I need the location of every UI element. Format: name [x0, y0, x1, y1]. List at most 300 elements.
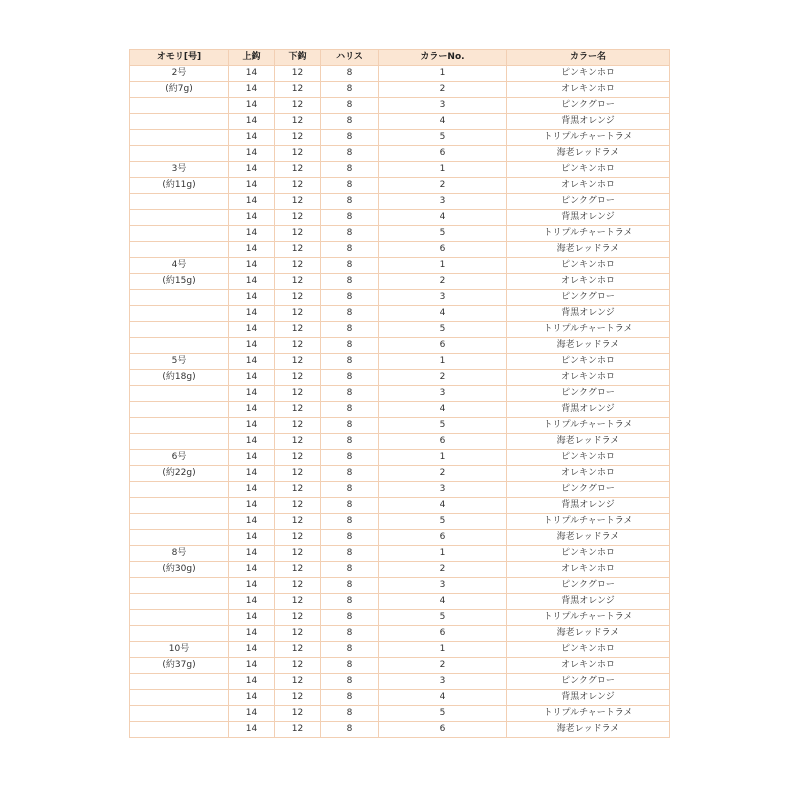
- table-row: [130, 258, 670, 274]
- weight-number: 8号: [130, 546, 229, 562]
- harisu-cell: 8: [321, 530, 379, 546]
- harisu-cell: 8: [321, 546, 379, 562]
- table-row: [130, 530, 670, 546]
- weight-cell-empty: [130, 674, 229, 690]
- color-no-cell: 2: [379, 274, 507, 290]
- header-color-no: カラーNo.: [379, 50, 507, 66]
- table-row: [130, 354, 670, 370]
- lower-hook-cell: 12: [275, 498, 321, 514]
- upper-hook-cell: 14: [229, 130, 275, 146]
- color-no-cell: 2: [379, 82, 507, 98]
- lower-hook-cell: 12: [275, 418, 321, 434]
- weight-cell-empty: [130, 322, 229, 338]
- harisu-cell: 8: [321, 562, 379, 578]
- harisu-cell: 8: [321, 242, 379, 258]
- table-row: [130, 562, 670, 578]
- weight-cell-empty: [130, 306, 229, 322]
- upper-hook-cell: 14: [229, 226, 275, 242]
- color-name-cell: 海老レッドラメ: [507, 434, 670, 450]
- table-row: [130, 594, 670, 610]
- lower-hook-cell: 12: [275, 642, 321, 658]
- harisu-cell: 8: [321, 706, 379, 722]
- lower-hook-cell: 12: [275, 130, 321, 146]
- table-body: [130, 66, 670, 738]
- weight-number: 6号: [130, 450, 229, 466]
- color-no-cell: 4: [379, 594, 507, 610]
- color-name-cell: トリプルチャートラメ: [507, 226, 670, 242]
- color-no-cell: 2: [379, 178, 507, 194]
- table-row: [130, 706, 670, 722]
- weight-grams: (約22g): [130, 466, 229, 482]
- color-no-cell: 5: [379, 610, 507, 626]
- upper-hook-cell: 14: [229, 514, 275, 530]
- color-name-cell: トリプルチャートラメ: [507, 610, 670, 626]
- lower-hook-cell: 12: [275, 562, 321, 578]
- table-row: [130, 290, 670, 306]
- lower-hook-cell: 12: [275, 466, 321, 482]
- color-no-cell: 2: [379, 562, 507, 578]
- color-name-cell: オレキンホロ: [507, 466, 670, 482]
- color-no-cell: 3: [379, 290, 507, 306]
- weight-cell-empty: [130, 722, 229, 738]
- lower-hook-cell: 12: [275, 658, 321, 674]
- color-name-cell: オレキンホロ: [507, 274, 670, 290]
- upper-hook-cell: 14: [229, 386, 275, 402]
- harisu-cell: 8: [321, 594, 379, 610]
- color-name-cell: オレキンホロ: [507, 82, 670, 98]
- upper-hook-cell: 14: [229, 162, 275, 178]
- table-row: [130, 226, 670, 242]
- upper-hook-cell: 14: [229, 482, 275, 498]
- upper-hook-cell: 14: [229, 354, 275, 370]
- color-no-cell: 6: [379, 626, 507, 642]
- weight-cell-empty: [130, 194, 229, 210]
- upper-hook-cell: 14: [229, 210, 275, 226]
- table-row: [130, 114, 670, 130]
- color-no-cell: 4: [379, 402, 507, 418]
- upper-hook-cell: 14: [229, 66, 275, 82]
- color-name-cell: 海老レッドラメ: [507, 242, 670, 258]
- color-name-cell: ピンクグロー: [507, 386, 670, 402]
- harisu-cell: 8: [321, 162, 379, 178]
- harisu-cell: 8: [321, 146, 379, 162]
- upper-hook-cell: 14: [229, 466, 275, 482]
- harisu-cell: 8: [321, 450, 379, 466]
- harisu-cell: 8: [321, 274, 379, 290]
- harisu-cell: 8: [321, 66, 379, 82]
- color-no-cell: 1: [379, 162, 507, 178]
- lower-hook-cell: 12: [275, 162, 321, 178]
- weight-number: 3号: [130, 162, 229, 178]
- color-name-cell: 背黒オレンジ: [507, 690, 670, 706]
- lower-hook-cell: 12: [275, 290, 321, 306]
- harisu-cell: 8: [321, 178, 379, 194]
- lower-hook-cell: 12: [275, 370, 321, 386]
- weight-cell-empty: [130, 290, 229, 306]
- color-name-cell: ピンクグロー: [507, 482, 670, 498]
- color-name-cell: トリプルチャートラメ: [507, 130, 670, 146]
- table-row: [130, 338, 670, 354]
- lower-hook-cell: 12: [275, 482, 321, 498]
- harisu-cell: 8: [321, 338, 379, 354]
- lower-hook-cell: 12: [275, 690, 321, 706]
- color-no-cell: 6: [379, 434, 507, 450]
- upper-hook-cell: 14: [229, 338, 275, 354]
- lower-hook-cell: 12: [275, 226, 321, 242]
- upper-hook-cell: 14: [229, 674, 275, 690]
- upper-hook-cell: 14: [229, 434, 275, 450]
- color-name-cell: 背黒オレンジ: [507, 210, 670, 226]
- color-no-cell: 3: [379, 98, 507, 114]
- table-row: [130, 610, 670, 626]
- weight-cell-empty: [130, 530, 229, 546]
- weight-cell-empty: [130, 434, 229, 450]
- color-no-cell: 2: [379, 370, 507, 386]
- color-name-cell: ピンキンホロ: [507, 258, 670, 274]
- lower-hook-cell: 12: [275, 722, 321, 738]
- color-name-cell: ピンキンホロ: [507, 162, 670, 178]
- upper-hook-cell: 14: [229, 722, 275, 738]
- weight-grams: (約30g): [130, 562, 229, 578]
- upper-hook-cell: 14: [229, 370, 275, 386]
- spec-table: [129, 49, 670, 738]
- header-row: [130, 50, 670, 66]
- weight-grams: (約15g): [130, 274, 229, 290]
- weight-cell-empty: [130, 210, 229, 226]
- upper-hook-cell: 14: [229, 306, 275, 322]
- color-no-cell: 4: [379, 690, 507, 706]
- weight-number: 2号: [130, 66, 229, 82]
- lower-hook-cell: 12: [275, 626, 321, 642]
- table-row: [130, 402, 670, 418]
- weight-grams: (約7g): [130, 82, 229, 98]
- upper-hook-cell: 14: [229, 402, 275, 418]
- color-name-cell: 海老レッドラメ: [507, 530, 670, 546]
- lower-hook-cell: 12: [275, 98, 321, 114]
- weight-cell-empty: [130, 146, 229, 162]
- table-row: [130, 658, 670, 674]
- color-name-cell: オレキンホロ: [507, 370, 670, 386]
- color-name-cell: 背黒オレンジ: [507, 402, 670, 418]
- harisu-cell: 8: [321, 674, 379, 690]
- lower-hook-cell: 12: [275, 178, 321, 194]
- harisu-cell: 8: [321, 210, 379, 226]
- color-no-cell: 5: [379, 418, 507, 434]
- color-no-cell: 3: [379, 194, 507, 210]
- upper-hook-cell: 14: [229, 610, 275, 626]
- header-upper-hook: 上鈎: [229, 50, 275, 66]
- lower-hook-cell: 12: [275, 66, 321, 82]
- table-row: [130, 578, 670, 594]
- header-harisu: ハリス: [321, 50, 379, 66]
- table-row: [130, 242, 670, 258]
- color-name-cell: ピンキンホロ: [507, 546, 670, 562]
- harisu-cell: 8: [321, 722, 379, 738]
- harisu-cell: 8: [321, 290, 379, 306]
- color-name-cell: オレキンホロ: [507, 562, 670, 578]
- upper-hook-cell: 14: [229, 546, 275, 562]
- color-name-cell: ピンクグロー: [507, 578, 670, 594]
- weight-grams: (約18g): [130, 370, 229, 386]
- upper-hook-cell: 14: [229, 530, 275, 546]
- harisu-cell: 8: [321, 194, 379, 210]
- lower-hook-cell: 12: [275, 386, 321, 402]
- color-name-cell: ピンクグロー: [507, 290, 670, 306]
- table-row: [130, 450, 670, 466]
- upper-hook-cell: 14: [229, 658, 275, 674]
- upper-hook-cell: 14: [229, 242, 275, 258]
- harisu-cell: 8: [321, 130, 379, 146]
- weight-cell-empty: [130, 114, 229, 130]
- harisu-cell: 8: [321, 690, 379, 706]
- color-no-cell: 4: [379, 498, 507, 514]
- table-row: [130, 546, 670, 562]
- table-row: [130, 210, 670, 226]
- lower-hook-cell: 12: [275, 434, 321, 450]
- harisu-cell: 8: [321, 642, 379, 658]
- upper-hook-cell: 14: [229, 706, 275, 722]
- upper-hook-cell: 14: [229, 642, 275, 658]
- color-no-cell: 1: [379, 642, 507, 658]
- lower-hook-cell: 12: [275, 194, 321, 210]
- harisu-cell: 8: [321, 498, 379, 514]
- lower-hook-cell: 12: [275, 258, 321, 274]
- upper-hook-cell: 14: [229, 690, 275, 706]
- table-row: [130, 322, 670, 338]
- color-no-cell: 1: [379, 546, 507, 562]
- table-row: [130, 274, 670, 290]
- table-row: [130, 370, 670, 386]
- color-name-cell: 海老レッドラメ: [507, 626, 670, 642]
- weight-cell-empty: [130, 690, 229, 706]
- color-name-cell: トリプルチャートラメ: [507, 514, 670, 530]
- color-name-cell: トリプルチャートラメ: [507, 418, 670, 434]
- color-no-cell: 5: [379, 226, 507, 242]
- color-no-cell: 3: [379, 674, 507, 690]
- color-name-cell: 背黒オレンジ: [507, 114, 670, 130]
- table-row: [130, 642, 670, 658]
- weight-cell-empty: [130, 418, 229, 434]
- header-weight: オモリ[号]: [130, 50, 229, 66]
- color-name-cell: 背黒オレンジ: [507, 306, 670, 322]
- table-row: [130, 690, 670, 706]
- table-row: [130, 194, 670, 210]
- color-name-cell: ピンキンホロ: [507, 450, 670, 466]
- lower-hook-cell: 12: [275, 114, 321, 130]
- color-no-cell: 1: [379, 450, 507, 466]
- lower-hook-cell: 12: [275, 82, 321, 98]
- color-no-cell: 6: [379, 338, 507, 354]
- lower-hook-cell: 12: [275, 354, 321, 370]
- table-row: [130, 418, 670, 434]
- color-name-cell: 海老レッドラメ: [507, 338, 670, 354]
- weight-cell-empty: [130, 402, 229, 418]
- color-name-cell: オレキンホロ: [507, 178, 670, 194]
- upper-hook-cell: 14: [229, 562, 275, 578]
- upper-hook-cell: 14: [229, 194, 275, 210]
- lower-hook-cell: 12: [275, 450, 321, 466]
- color-no-cell: 4: [379, 210, 507, 226]
- weight-grams: (約37g): [130, 658, 229, 674]
- upper-hook-cell: 14: [229, 82, 275, 98]
- color-name-cell: ピンクグロー: [507, 98, 670, 114]
- color-name-cell: ピンキンホロ: [507, 354, 670, 370]
- harisu-cell: 8: [321, 322, 379, 338]
- harisu-cell: 8: [321, 98, 379, 114]
- upper-hook-cell: 14: [229, 418, 275, 434]
- weight-cell-empty: [130, 226, 229, 242]
- color-name-cell: オレキンホロ: [507, 658, 670, 674]
- lower-hook-cell: 12: [275, 706, 321, 722]
- harisu-cell: 8: [321, 434, 379, 450]
- weight-cell-empty: [130, 130, 229, 146]
- weight-cell-empty: [130, 514, 229, 530]
- weight-cell-empty: [130, 706, 229, 722]
- weight-cell-empty: [130, 98, 229, 114]
- color-name-cell: トリプルチャートラメ: [507, 706, 670, 722]
- table-row: [130, 514, 670, 530]
- weight-cell-empty: [130, 498, 229, 514]
- weight-number: 4号: [130, 258, 229, 274]
- color-no-cell: 1: [379, 354, 507, 370]
- table-row: [130, 498, 670, 514]
- color-name-cell: トリプルチャートラメ: [507, 322, 670, 338]
- lower-hook-cell: 12: [275, 242, 321, 258]
- color-name-cell: 背黒オレンジ: [507, 594, 670, 610]
- weight-cell-empty: [130, 626, 229, 642]
- color-name-cell: 背黒オレンジ: [507, 498, 670, 514]
- weight-number: 5号: [130, 354, 229, 370]
- harisu-cell: 8: [321, 514, 379, 530]
- harisu-cell: 8: [321, 82, 379, 98]
- color-no-cell: 1: [379, 258, 507, 274]
- harisu-cell: 8: [321, 306, 379, 322]
- harisu-cell: 8: [321, 226, 379, 242]
- weight-cell-empty: [130, 242, 229, 258]
- upper-hook-cell: 14: [229, 450, 275, 466]
- lower-hook-cell: 12: [275, 546, 321, 562]
- harisu-cell: 8: [321, 386, 379, 402]
- lower-hook-cell: 12: [275, 594, 321, 610]
- color-no-cell: 6: [379, 242, 507, 258]
- lower-hook-cell: 12: [275, 514, 321, 530]
- table-row: [130, 306, 670, 322]
- table-row: [130, 626, 670, 642]
- table-row: [130, 434, 670, 450]
- harisu-cell: 8: [321, 626, 379, 642]
- table-row: [130, 386, 670, 402]
- table-row: [130, 722, 670, 738]
- color-no-cell: 4: [379, 306, 507, 322]
- lower-hook-cell: 12: [275, 210, 321, 226]
- table-row: [130, 98, 670, 114]
- color-name-cell: ピンクグロー: [507, 674, 670, 690]
- weight-cell-empty: [130, 578, 229, 594]
- harisu-cell: 8: [321, 370, 379, 386]
- table-row: [130, 130, 670, 146]
- color-no-cell: 2: [379, 466, 507, 482]
- upper-hook-cell: 14: [229, 98, 275, 114]
- lower-hook-cell: 12: [275, 274, 321, 290]
- upper-hook-cell: 14: [229, 594, 275, 610]
- color-no-cell: 3: [379, 386, 507, 402]
- upper-hook-cell: 14: [229, 178, 275, 194]
- color-name-cell: ピンクグロー: [507, 194, 670, 210]
- upper-hook-cell: 14: [229, 322, 275, 338]
- weight-cell-empty: [130, 610, 229, 626]
- upper-hook-cell: 14: [229, 498, 275, 514]
- lower-hook-cell: 12: [275, 578, 321, 594]
- lower-hook-cell: 12: [275, 322, 321, 338]
- upper-hook-cell: 14: [229, 114, 275, 130]
- harisu-cell: 8: [321, 578, 379, 594]
- color-no-cell: 5: [379, 130, 507, 146]
- harisu-cell: 8: [321, 658, 379, 674]
- weight-grams: (約11g): [130, 178, 229, 194]
- weight-number: 10号: [130, 642, 229, 658]
- header-color-name: カラー名: [507, 50, 670, 66]
- lower-hook-cell: 12: [275, 146, 321, 162]
- harisu-cell: 8: [321, 354, 379, 370]
- lower-hook-cell: 12: [275, 306, 321, 322]
- table-row: [130, 466, 670, 482]
- upper-hook-cell: 14: [229, 290, 275, 306]
- table-row: [130, 674, 670, 690]
- lower-hook-cell: 12: [275, 674, 321, 690]
- upper-hook-cell: 14: [229, 146, 275, 162]
- table-row: [130, 178, 670, 194]
- color-no-cell: 4: [379, 114, 507, 130]
- lower-hook-cell: 12: [275, 402, 321, 418]
- harisu-cell: 8: [321, 482, 379, 498]
- table-row: [130, 482, 670, 498]
- color-no-cell: 6: [379, 530, 507, 546]
- color-no-cell: 3: [379, 578, 507, 594]
- weight-cell-empty: [130, 594, 229, 610]
- color-no-cell: 6: [379, 722, 507, 738]
- weight-cell-empty: [130, 338, 229, 354]
- table-row: [130, 82, 670, 98]
- color-name-cell: ピンキンホロ: [507, 66, 670, 82]
- upper-hook-cell: 14: [229, 274, 275, 290]
- weight-cell-empty: [130, 482, 229, 498]
- color-name-cell: 海老レッドラメ: [507, 722, 670, 738]
- upper-hook-cell: 14: [229, 578, 275, 594]
- harisu-cell: 8: [321, 418, 379, 434]
- lower-hook-cell: 12: [275, 530, 321, 546]
- table-row: [130, 66, 670, 82]
- lower-hook-cell: 12: [275, 610, 321, 626]
- lower-hook-cell: 12: [275, 338, 321, 354]
- table-row: [130, 146, 670, 162]
- harisu-cell: 8: [321, 402, 379, 418]
- color-name-cell: 海老レッドラメ: [507, 146, 670, 162]
- harisu-cell: 8: [321, 114, 379, 130]
- color-no-cell: 5: [379, 322, 507, 338]
- color-name-cell: ピンキンホロ: [507, 642, 670, 658]
- color-no-cell: 5: [379, 706, 507, 722]
- harisu-cell: 8: [321, 258, 379, 274]
- header-lower-hook: 下鈎: [275, 50, 321, 66]
- color-no-cell: 1: [379, 66, 507, 82]
- table-row: [130, 162, 670, 178]
- color-no-cell: 6: [379, 146, 507, 162]
- weight-cell-empty: [130, 386, 229, 402]
- color-no-cell: 5: [379, 514, 507, 530]
- color-no-cell: 2: [379, 658, 507, 674]
- harisu-cell: 8: [321, 466, 379, 482]
- upper-hook-cell: 14: [229, 626, 275, 642]
